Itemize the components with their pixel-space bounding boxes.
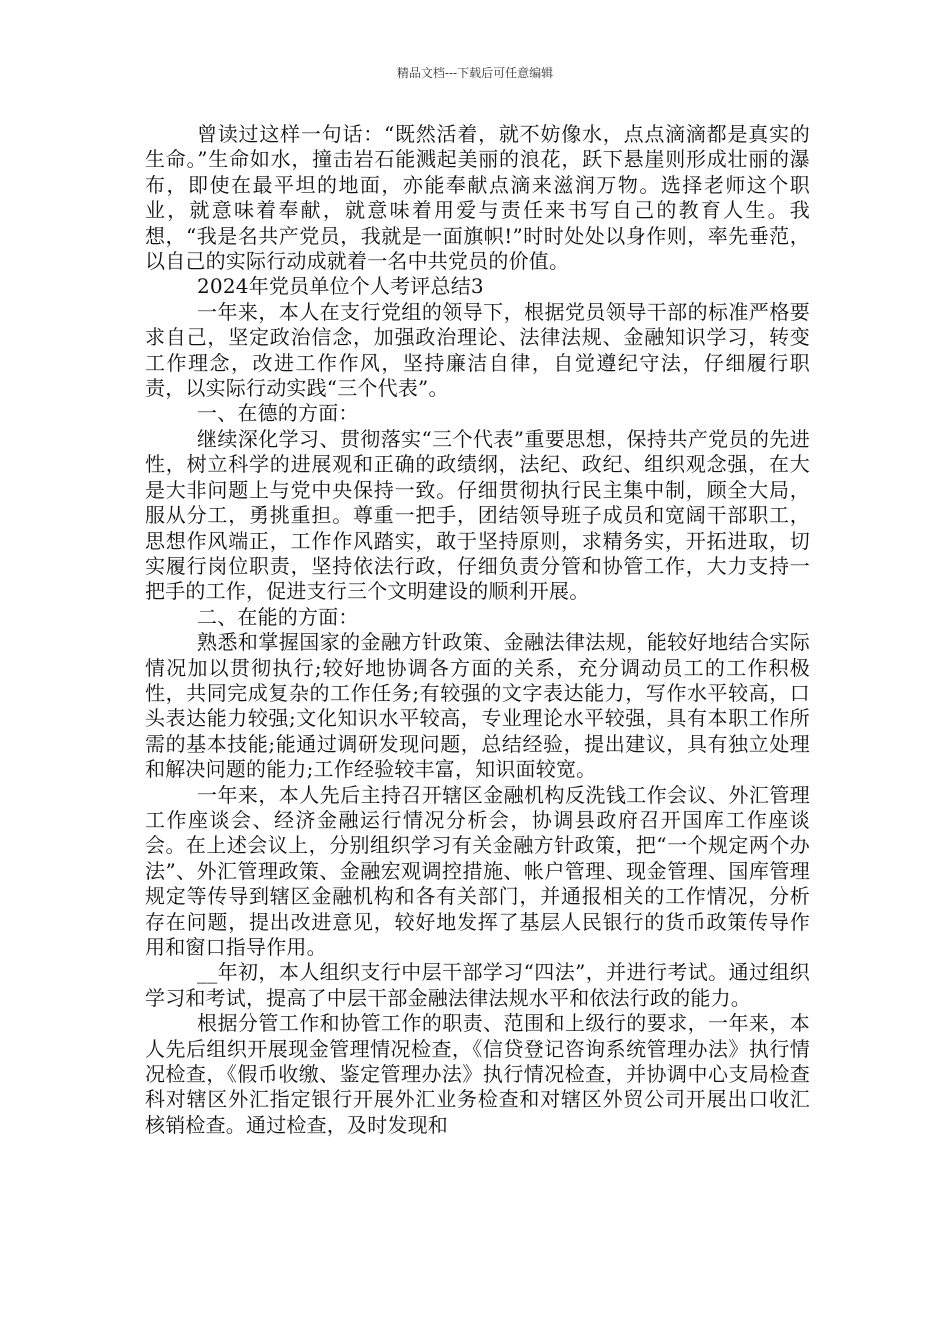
paragraph-training: __年初，本人组织支行中层干部学习“四法”，并进行考试。通过组织学习和考试，提高了中层干部金融法律法规水平和依法行政的能力。 [145, 960, 810, 1010]
paragraph-meetings: 一年来，本人先后主持召开辖区金融机构反洗钱工作会议、外汇管理工作座谈会、经济金融运行情况分析会，协调县政府召开国库工作座谈会。在上述会议上，分别组织学习有关金融方针政策，把“一个规定两个办法”、外汇管理政策、金融宏观调控措施、帐户管理、现金管理、国库管理规定等传导到辖区金融机构和各有关部门，并通报相关的工作情况，分析存在问题，提出改进意见，较好地发挥了基层人民银行的货币政策传导作用和窗口指导作用。 [145, 782, 810, 959]
paragraph-water-quote: 曾读过这样一句话：“既然活着，就不妨像水，点点滴滴都是真实的生命。”生命如水，撞击岩石能溅起美丽的浪花，跃下悬崖则形成壮丽的瀑布，即使在最平坦的地面，亦能奉献点滴来滋润万物。选择老师这个职业，就意味着奉献，就意味着用爱与责任来书写自己的教育人生。我想，“我是名共产党员，我就是一面旗帜!”时时处处以身作则，率先垂范，以自己的实际行动成就着一名中共党员的价值。 [145, 122, 810, 274]
document-body [145, 122, 810, 1138]
paragraph-morality: 继续深化学习、贯彻落实“三个代表”重要思想，保持共产党员的先进性，树立科学的进展观和正确的政绩纲，法纪、政纪、组织观念强，在大是大非问题上与党中央保持一致。仔细贯彻执行民主集中制，顾全大局，服从分工，勇挑重担。尊重一把手，团结领导班子成员和宽阔干部职工，思想作风端正，工作作风踏实，敢于坚持原则，求精务实，开拓进取，切实履行岗位职责，坚持依法行政，仔细负责分管和协管工作，大力支持一把手的工作，促进支行三个文明建设的顺利开展。 [145, 426, 810, 604]
page-header: 精品文档---下载后可任意编辑 [396, 66, 554, 80]
paragraph-intro: 一年来，本人在支行党组的领导下，根据党员领导干部的标准严格要求自己，坚定政治信念，加强政治理论、法律法规、金融知识学习，转变工作理念，改进工作作风，坚持廉洁自律，自觉遵纪守法，仔细履行职责，以实际行动实践“三个代表”。 [145, 299, 810, 401]
paragraph-inspections: 根据分管工作和协管工作的职责、范围和上级行的要求，一年来，本人先后组织开展现金管理情况检查，《信贷登记咨询系统管理办法》执行情况检查，《假币收缴、鉴定管理办法》执行情况检查，并协调中心支局检查科对辖区外汇指定银行开展外汇业务检查和对辖区外贸公司开展出口收汇核销检查。通过检查，及时发现和 [145, 1011, 810, 1137]
subheading-ability: 二、在能的方面： [197, 604, 359, 629]
paragraph-ability: 熟悉和掌握国家的金融方针政策、金融法律法规，能较好地结合实际情况加以贯彻执行;较好地协调各方面的关系，充分调动员工的工作积极性，共同完成复杂的工作任务;有较强的文字表达能力，写作水平较高，口头表达能力较强;文化知识水平较高，专业理论水平较强，具有本职工作所需的基本技能;能通过调研发现问题，总结经验，提出建议，具有独立处理和解决问题的能力;工作经验较丰富，知识面较宽。 [145, 630, 810, 782]
section-title: 2024年党员单位个人考评总结3 [197, 274, 484, 299]
subheading-morality: 一、在德的方面： [197, 401, 359, 426]
